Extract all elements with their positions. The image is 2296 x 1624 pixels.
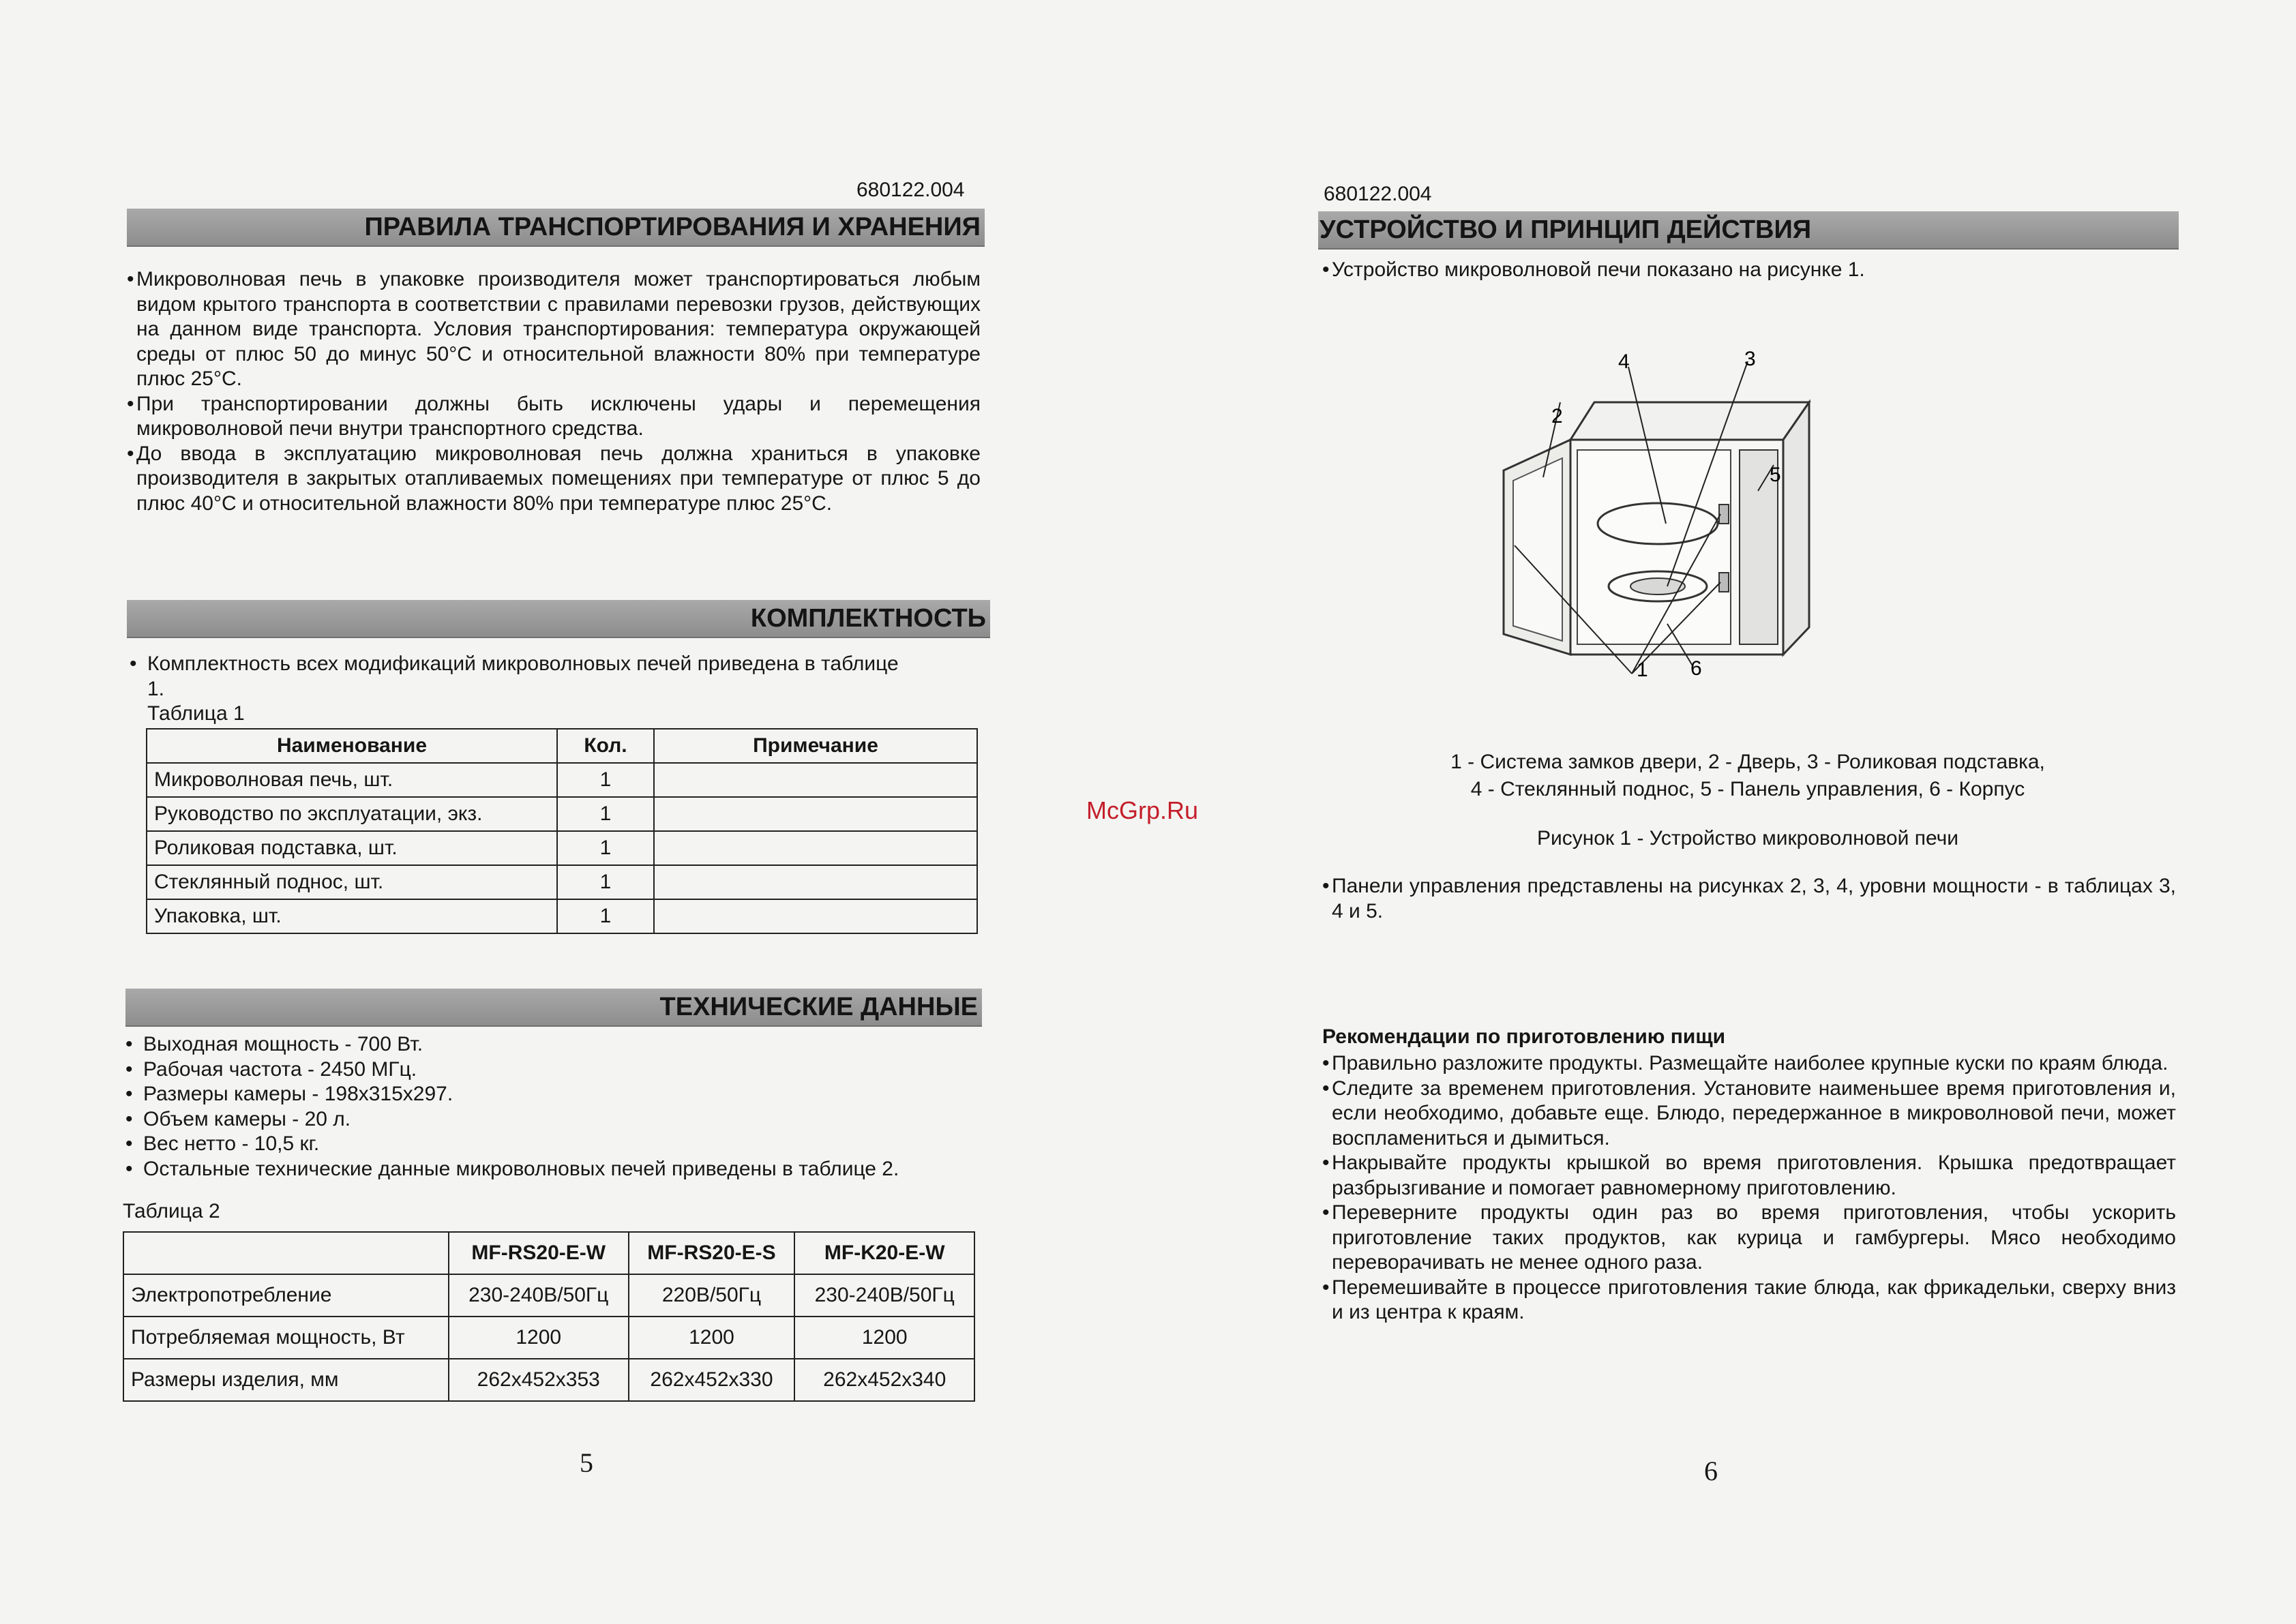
- callout-6: 6: [1690, 657, 1702, 680]
- table-1: [146, 728, 978, 934]
- panels-note: [1322, 874, 2176, 924]
- section-header-tech: [125, 989, 982, 1027]
- table-cell: [654, 899, 977, 933]
- table-cell: Упаковка, шт.: [147, 899, 557, 933]
- table-cell: Руководство по эксплуатации, экз.: [147, 797, 557, 831]
- table-header-cell: MF-RS20-E-W: [449, 1232, 629, 1274]
- microwave-top: [1570, 402, 1809, 440]
- table-row: [147, 865, 977, 899]
- callout-4: 4: [1618, 350, 1630, 373]
- table-header-row: [123, 1232, 974, 1274]
- list-item: • Следите за временем приготовления. Установите наименьшее время приготовления и, если необходимо, добавьте еще. Блюдо, передержанное в микроволновой печи, может воспламениться и дымиться.: [1322, 1077, 2176, 1152]
- microwave-side: [1783, 402, 1809, 655]
- table-row: [123, 1359, 974, 1401]
- table-header-cell: [123, 1232, 449, 1274]
- table-row: [147, 763, 977, 797]
- table-cell: Размеры изделия, мм: [123, 1359, 449, 1401]
- table-cell: 262х452х353: [449, 1359, 629, 1401]
- table-cell: 230-240В/50Гц: [449, 1274, 629, 1317]
- list-item: • Правильно разложите продукты. Размещайте наиболее крупные куски по краям блюда.: [1322, 1051, 2176, 1077]
- section-header-device: [1318, 211, 2179, 250]
- list-item: • Микроволновая печь в упаковке производителя может транспортироваться любым видом крытого транспорта в соответствии с правилами перевозки грузов, действующих на данном виде транспорта. Условия транспортирования: температура окружающей среды от плюс 50 до минус 50°С и относительной влажности 80% при температуре плюс 25°С.: [127, 267, 981, 392]
- table-cell: 262х452х340: [794, 1359, 974, 1401]
- doc-number: 680122.004: [856, 179, 965, 201]
- section-title: ПРАВИЛА ТРАНСПОРТИРОВАНИЯ И ХРАНЕНИЯ: [364, 213, 981, 241]
- door-latch: [1719, 505, 1729, 524]
- table-cell: 1: [557, 831, 654, 865]
- table-cell: [654, 865, 977, 899]
- table-1-label: Таблица 1: [147, 702, 245, 725]
- kit-intro: [130, 652, 914, 702]
- list-item: • При транспортировании должны быть исключены удары и перемещения микроволновой печи внутри транспортного средства.: [127, 392, 981, 442]
- table-cell: [654, 831, 977, 865]
- list-item: • Рабочая частота - 2450 МГц.: [125, 1057, 985, 1083]
- table-cell: Роликовая подставка, шт.: [147, 831, 557, 865]
- microwave-diagram: [1489, 341, 1870, 695]
- legend-line: 4 - Стеклянный поднос, 5 - Панель управления, 6 - Корпус: [1470, 778, 2025, 800]
- section-title: УСТРОЙСТВО И ПРИНЦИП ДЕЙСТВИЯ: [1320, 215, 1812, 244]
- section-header-transport: [127, 209, 985, 247]
- table-2: [123, 1231, 975, 1402]
- list-item: • Переверните продукты один раз во время приготовления, чтобы ускорить приготовление таких продуктов, как курица и гамбургеры. Мясо необходимо переворачивать не менее одного раза.: [1322, 1201, 2176, 1276]
- table-cell: 220В/50Гц: [629, 1274, 795, 1317]
- table-cell: 262х452х330: [629, 1359, 795, 1401]
- tech-list: [125, 1032, 985, 1182]
- page-number: 6: [1704, 1456, 1718, 1486]
- callout-1: 1: [1637, 659, 1648, 681]
- table-cell: 1200: [629, 1317, 795, 1359]
- table-header-cell: MF-K20-E-W: [794, 1232, 974, 1274]
- section-header-kit: [127, 600, 990, 638]
- table-cell: Микроволновая печь, шт.: [147, 763, 557, 797]
- table-cell: 1: [557, 797, 654, 831]
- table-cell: Потребляемая мощность, Вт: [123, 1317, 449, 1359]
- list-item: • Объем камеры - 20 л.: [125, 1107, 985, 1132]
- table-header-cell: Наименование: [147, 729, 557, 763]
- list-item: • До ввода в эксплуатацию микроволновая печь должна храниться в упаковке производителя в закрытых отапливаемых помещениях при температуре от плюс 5 до плюс 40°С и относительной влажности 80% при температуре плюс 25°С.: [127, 442, 981, 517]
- right-page: [1148, 0, 2296, 1624]
- page-number: 5: [580, 1447, 593, 1478]
- cooking-heading: Рекомендации по приготовлению пищи: [1322, 1025, 1726, 1048]
- table-cell: [654, 763, 977, 797]
- list-item: • Размеры камеры - 198х315х297.: [125, 1082, 985, 1107]
- list-item: • Накрывайте продукты крышкой во время приготовления. Крышка предотвращает разбрызгивание и помогает равномерному приготовлению.: [1322, 1151, 2176, 1201]
- table-row: [123, 1317, 974, 1359]
- device-intro: [1322, 258, 2175, 283]
- table-header-cell: Примечание: [654, 729, 977, 763]
- table-2-label: Таблица 2: [123, 1200, 220, 1222]
- legend-line: 1 - Система замков двери, 2 - Дверь, 3 - Роликовая подставка,: [1450, 751, 2045, 773]
- door-latch: [1719, 573, 1729, 592]
- microwave-cavity: [1577, 450, 1731, 644]
- door-window: [1513, 458, 1562, 641]
- table-cell: Электропотребление: [123, 1274, 449, 1317]
- list-item: • Вес нетто - 10,5 кг.: [125, 1132, 985, 1157]
- table-header-cell: MF-RS20-E-S: [629, 1232, 795, 1274]
- table-row: [147, 797, 977, 831]
- section-title: КОМПЛЕКТНОСТЬ: [750, 604, 986, 633]
- list-item: • Устройство микроволновой печи показано на рисунке 1.: [1322, 258, 2175, 283]
- table-cell: 1200: [794, 1317, 974, 1359]
- list-item: • Комплектность всех модификаций микроволновых печей приведена в таблице 1.: [130, 652, 914, 702]
- list-item: • Перемешивайте в процессе приготовления такие блюда, как фрикадельки, сверху вниз и из центра к краям.: [1322, 1276, 2176, 1325]
- figure-caption: Рисунок 1 - Устройство микроволновой печи: [1536, 827, 1959, 849]
- table-row: [147, 831, 977, 865]
- callout-3: 3: [1744, 348, 1756, 370]
- doc-number: 680122.004: [1324, 183, 1432, 205]
- table-header-cell: Кол.: [557, 729, 654, 763]
- callout-2: 2: [1551, 405, 1563, 427]
- figure-legend: [1318, 749, 2177, 803]
- section-title: ТЕХНИЧЕСКИЕ ДАННЫЕ: [659, 993, 978, 1021]
- table-cell: 1: [557, 899, 654, 933]
- table-row: [147, 899, 977, 933]
- list-item: • Панели управления представлены на рисунках 2, 3, 4, уровни мощности - в таблицах 3, 4 и 5.: [1322, 874, 2176, 924]
- list-item: • Выходная мощность - 700 Вт.: [125, 1032, 985, 1057]
- table-row: [123, 1274, 974, 1317]
- cooking-list: [1322, 1051, 2176, 1325]
- table-cell: 1: [557, 865, 654, 899]
- list-item: • Остальные технические данные микроволновых печей приведены в таблице 2.: [125, 1157, 985, 1182]
- table-cell: 230-240В/50Гц: [794, 1274, 974, 1317]
- transport-list: [127, 267, 981, 516]
- table-cell: [654, 797, 977, 831]
- table-cell: 1: [557, 763, 654, 797]
- table-cell: Стеклянный поднос, шт.: [147, 865, 557, 899]
- callout-5: 5: [1770, 464, 1781, 486]
- table-cell: 1200: [449, 1317, 629, 1359]
- table-header-row: [147, 729, 977, 763]
- watermark: McGrp.Ru: [1086, 796, 1199, 824]
